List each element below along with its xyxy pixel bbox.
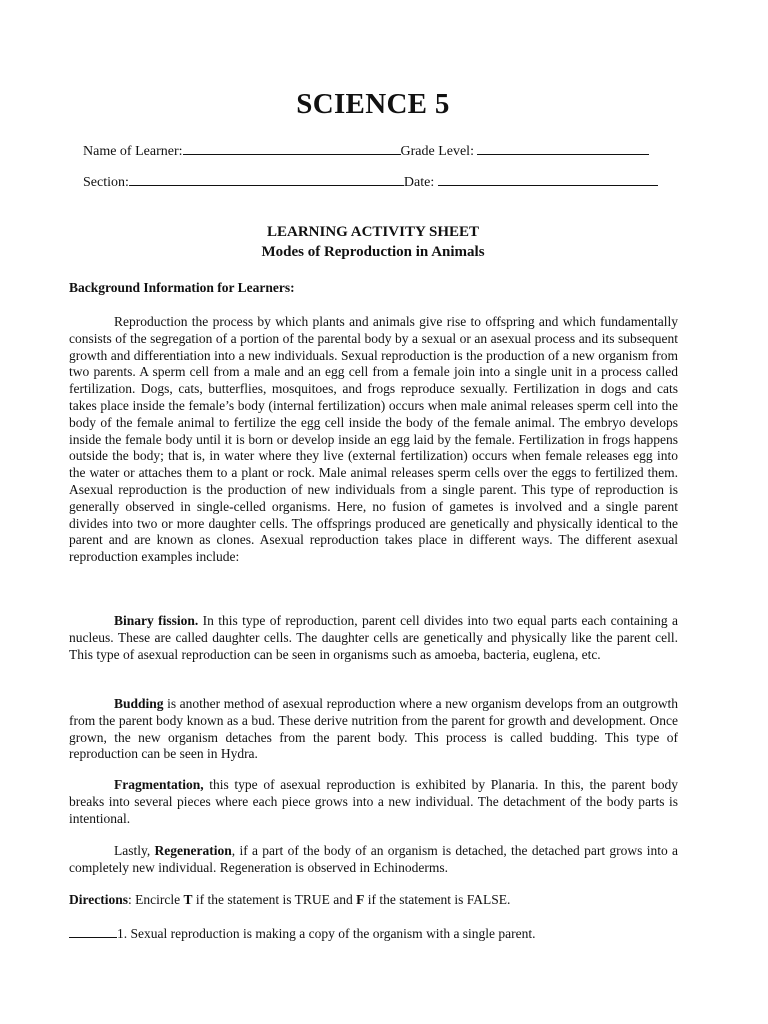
binary-fission-text: In this type of reproduction, parent cell divides into two equal parts each containing a nucleus. These are called daughter cells. The daughter cells are genetically and physically like the parent cell. This type of asexual reproduction can be seen in organisms such as amoeba, bacteria, euglena, etc. <box>69 613 678 662</box>
budding-text: is another method of asexual reproduction where a new organism develops from an outgrowth from the parent body known as a bud. These derive nutrition from the parent for growth and development. Once grown, the new organism detaches from the parent body. This process is called budding. This type of reproduction can be seen in Hydra. <box>69 696 678 762</box>
question-text: 1. Sexual reproduction is making a copy of the organism with a single parent. <box>117 926 536 941</box>
true-marker: T <box>183 892 193 907</box>
page-title: SCIENCE 5 <box>296 88 450 120</box>
directions-label: Directions <box>69 892 128 907</box>
false-marker: F <box>356 892 365 907</box>
grade-label: Grade Level: <box>400 144 474 159</box>
name-blank[interactable] <box>183 142 401 155</box>
main-paragraph: Reproduction the process by which plants and animals give rise to offspring and which fundamentally consists of the segregation of a portion of the parental body by a sexual or an asexual process and its subsequent growth and differentiation into a new individuals. Sexual reproduction is the production of a new organism from two parents. A sperm cell from a male and an egg cell from a female join into a single unit in a process called fertilization. Dogs, cats, butterflies, mosquitoes, and frogs reproduce sexually. Fertilization in dogs and cats takes place inside the female’s body (internal fertilization) occurs when male animal releases sperm cell into the body of the female animal to fertilize the egg cell inside the body of the female animal. The embryo develops inside the female body until it is born or develop inside an egg laid by the female. Fertilization in frogs happens outside the body; that is, in water where they live (external fertilization) occurs when female releases egg into the water or attaches them to a plant or rock. Male animal releases sperm cells over the eggs to fertilized them. Asexual reproduction is the production of new individuals from a single parent. This type of reproduction is generally observed in single-celled organisms. Here, no fusion of gametes is involved and a single parent divides into two or more daughter cells. The offsprings produced are genetically and physically identical to the parent and are known as clones. Asexual reproduction takes place in different ways. The different asexual reproduction examples include: <box>69 314 678 565</box>
section-blank[interactable] <box>129 173 404 186</box>
directions-text-2: if the statement is TRUE and <box>192 892 357 907</box>
binary-fission-term: Binary fission. <box>114 613 199 628</box>
answer-blank[interactable] <box>69 925 117 938</box>
question-item <box>69 925 536 942</box>
directions-text-1: : Encircle <box>128 892 184 907</box>
topic-heading: Modes of Reproduction in Animals <box>261 244 485 260</box>
section-date-row <box>83 173 658 191</box>
directions <box>69 892 510 908</box>
grade-blank[interactable] <box>477 142 649 155</box>
budding-paragraph <box>69 696 678 763</box>
date-blank[interactable] <box>438 173 658 186</box>
sheet-heading: LEARNING ACTIVITY SHEET <box>267 224 479 240</box>
directions-text-3: if the statement is FALSE. <box>364 892 511 907</box>
section-label: Section: <box>83 175 129 190</box>
regeneration-paragraph <box>69 843 678 877</box>
fragmentation-term: Fragmentation, <box>114 777 204 792</box>
name-label: Name of Learner: <box>83 144 183 159</box>
regeneration-text: , if a part of the body of an organism is detached, the detached part grows into a completely new individual. Regeneration is observed in Echinoderms. <box>69 843 678 875</box>
fragmentation-paragraph <box>69 777 678 827</box>
date-label: Date: <box>403 175 435 190</box>
learner-grade-row <box>83 142 649 160</box>
regeneration-term: Regeneration <box>154 843 232 858</box>
background-heading: Background Information for Learners: <box>69 280 295 295</box>
regeneration-intro: Lastly, <box>114 843 155 858</box>
fragmentation-text: this type of asexual reproduction is exhibited by Planaria. In this, the parent body breaks into several pieces where each piece grows into a new individual. The detachment of the body parts is intentional. <box>69 777 678 826</box>
budding-term: Budding <box>114 696 164 711</box>
binary-fission-paragraph <box>69 613 678 663</box>
